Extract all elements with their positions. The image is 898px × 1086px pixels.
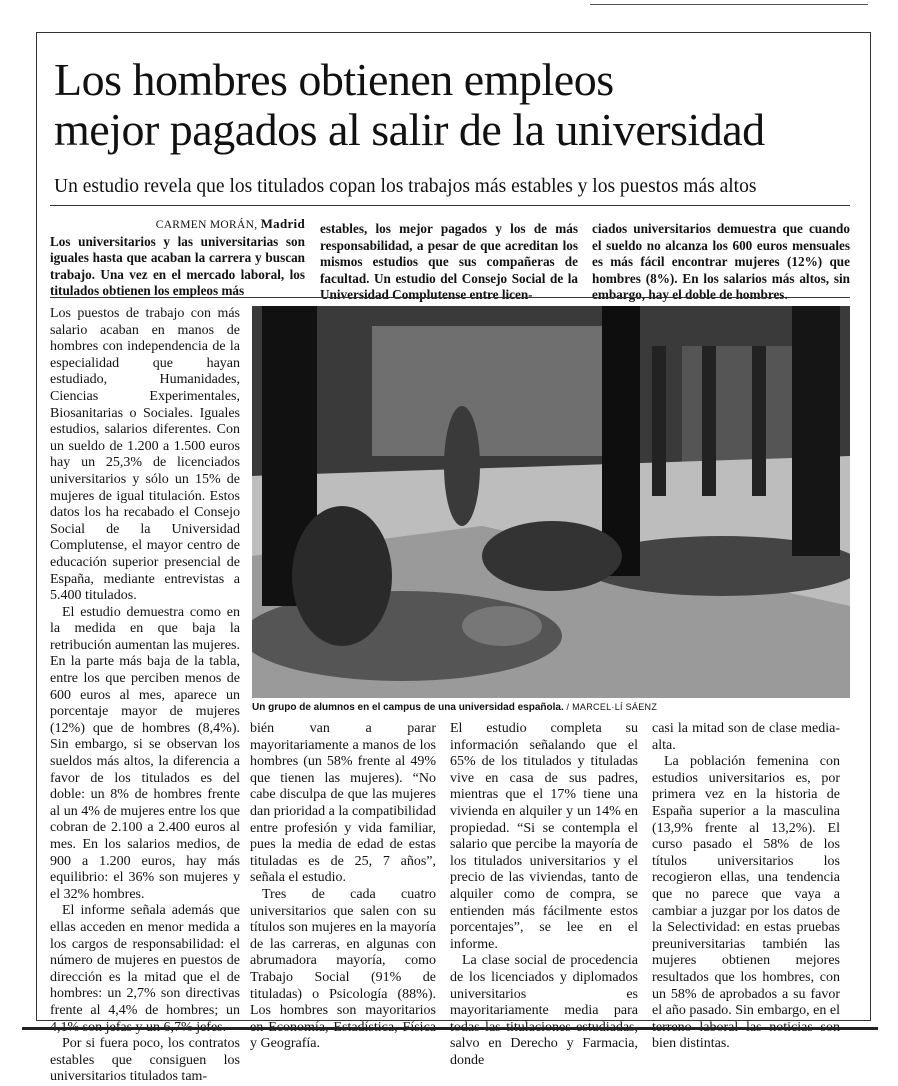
paragraph: La población femenina con estudios universitarios es, por primera vez en la historia de España superior a la masculina (13,9% frente al 13,2%). El curso pasado el 58% de los títulos universitarios los recogieron ellas, una tendencia que no parece que vaya a cambiar a juzgar por los datos de la Selectividad: en estas pruebas preuniversitarias también las mujeres obtienen mejores resultados que los hombres, con un 58% de aprobados a su favor el año pasado. Sin embargo, en el terreno laboral las noticias son bien distintas.: [652, 754, 840, 1052]
byline-author: CARMEN MORÁN,: [155, 219, 258, 231]
photo-caption: [252, 700, 850, 715]
headline-line-2: mejor pagados al salir de la universidad: [54, 104, 765, 155]
lead-text-1: Los universitarios y las universitarias son iguales hasta que acaban la carrera y buscan trabajo. Una vez en el mercado laboral, los titulados obtienen los empleos más: [50, 233, 305, 298]
byline: [50, 216, 305, 234]
caption-text: Un grupo de alumnos en el campus de una universidad española.: [252, 702, 564, 713]
body-column-4: [652, 721, 840, 1053]
subhead-rule: [50, 205, 850, 206]
paragraph: El informe señala además que ellas acceden en menor medida a los cargos de responsabilidad: el número de mujeres en puestos de dirección es la mitad que el de hombres: un 2,7% son directivas frente al 4,4% de hombres; un 4,1% son jefas y un 6,7% jefes.: [50, 903, 240, 1035]
subheadline: Un estudio revela que los titulados copan los trabajos más estables y los puestos más altos: [54, 176, 757, 197]
article-photo: [252, 306, 850, 698]
body-column-3: [450, 721, 638, 1069]
paragraph: El estudio completa su información señalando que el 65% de los titulados y tituladas vive en casa de sus padres, mientras que el 17% tiene una vivienda en alquiler y un 14% en propiedad. “Si se contempla el salario que percibe la mayoría de los titulados universitarios y el precio de las viviendas, tanto de alquiler como de compra, se entienden más fácilmente estos porcentajes”, se lee en el informe.: [450, 721, 638, 952]
photo-credit: / MARCEL·LÍ SÁENZ: [566, 702, 658, 712]
lead-rule: [50, 297, 850, 298]
lead-column-2: [320, 221, 578, 304]
campus-photo-illustration: [252, 306, 850, 698]
lead-text-3: ciados universitarios demuestra que cuando el sueldo no alcanza los 600 euros mensuales es más fácil encontrar mujeres (12%) que hombres (8%). En los salarios más altos, sin embargo, hay el doble de hombres.: [592, 221, 850, 302]
paragraph: Tres de cada cuatro universitarios que salen con su títulos son mujeres en la mayoría de las carreras, en algunas con abrumadora mayoría, como Trabajo Social (91% de tituladas) o Psicología (88%). Los hombres son mayoritarios en Economía, Estadística, Física y Geografía.: [250, 886, 436, 1052]
paragraph: bién van a parar mayoritariamente a manos de los hombres (un 58% frente al 49% que tienen las mujeres). “No cabe disculpa de que las mujeres dan prioridad a la compatibilidad entre profesión y vida familiar, pues la media de edad de estas tituladas es de 25, 7 años”, señala el estudio.: [250, 721, 436, 886]
body-column-2: [250, 721, 436, 1053]
paragraph: La clase social de procedencia de los licenciados y diplomados universitarios es mayoritariamente media para todas las titulaciones estudiadas, salvo en Derecho y Farmacia, donde: [450, 953, 638, 1068]
lead-column-1: [50, 216, 305, 300]
body-column-1: [50, 306, 240, 1086]
paragraph: Los puestos de trabajo con más salario acaban en manos de hombres con independencia de la especialidad que hayan estudiado, Humanidades, Ciencias Experimentales, Biosanitarias o Sociales. Iguales estudios, salarios diferentes. Con un sueldo de 1.200 a 1.500 euros hay un 25,3% de licenciados universitarios y sólo un 15% de mujeres de igual titulación. Estos datos los ha recabado el Consejo Social de la Universidad Complutense, el mayor centro de educación superior presencial de España, mediante entrevistas a 5.400 titulados.: [50, 306, 240, 604]
lead-text-2: estables, los mejor pagados y los de más responsabilidad, a pesar de que acreditan los mismos estudios que sus compañeras de facultad. Un estudio del Consejo Social de la Universidad Complutense entre licen-: [320, 221, 578, 302]
headline-line-1: Los hombres obtienen empleos: [54, 54, 614, 105]
top-rule: [590, 4, 868, 5]
paragraph: El estudio demuestra como en la medida en que baja la retribución aumentan las mujeres. En la parte más baja de la tabla, entre los que perciben menos de 600 euros al mes, aparece un porcentaje mayor de mujeres (12%) que de hombres (8,4%). Sin embargo, si se observan los sueldos más altos, la diferencia a favor de los titulados es del doble: un 8% de hombres frente al un 4% de mujeres entre los que cobran de 2.100 a 2.400 euros al mes. En los salarios medios, de 900 a 1.200 euros, hay más equilibrio: el 36% son mujeres y el 32% hombres.: [50, 604, 240, 902]
paragraph: casi la mitad son de clase media-alta.: [652, 721, 840, 753]
byline-city: Madrid: [260, 216, 305, 231]
bottom-rule: [22, 1027, 878, 1030]
paragraph: Por si fuera poco, los contratos estables que consiguen los universitarios titulados tam-: [50, 1036, 240, 1085]
headline: [54, 55, 854, 155]
lead-column-3: [592, 221, 850, 304]
